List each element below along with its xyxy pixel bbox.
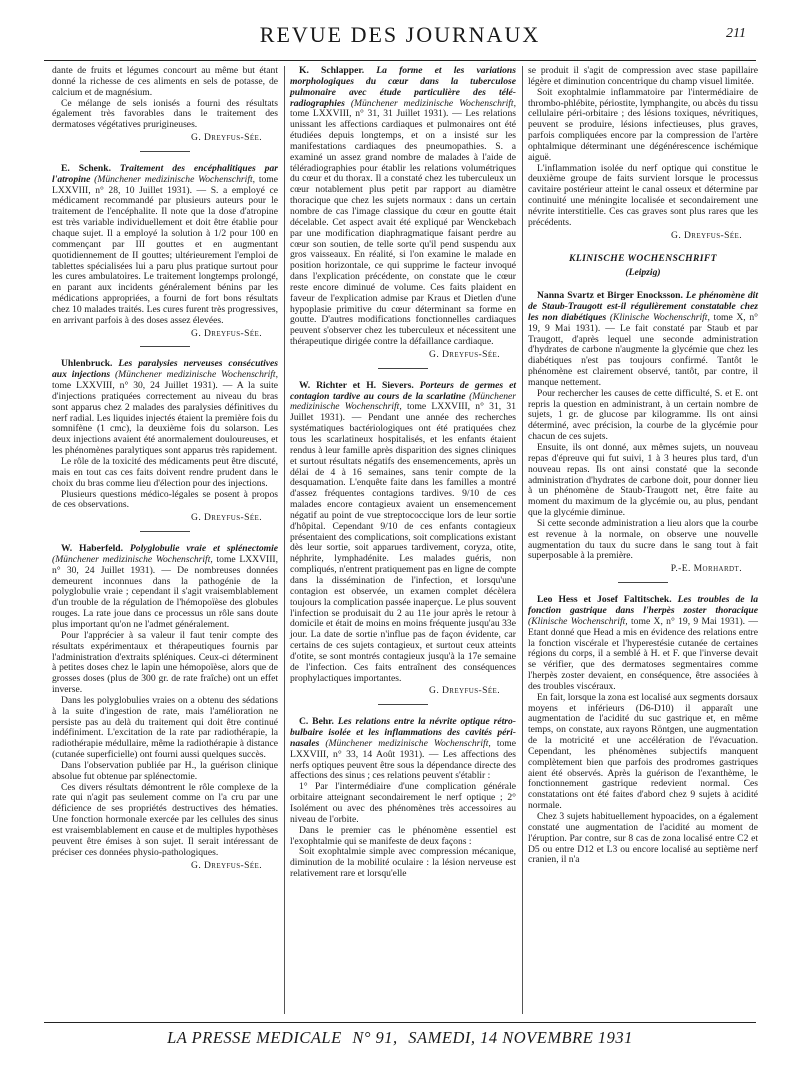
paragraph: Ce mélange de sels ionisés a fourni des résultats également très favorables dans le traitement des dermatoses végétatives prurigineuses.: [52, 97, 278, 131]
paragraph: Ensuite, ils ont donné, aux mêmes sujets, un nouveau repas d'épreuve qui fut suivi, 1 à 3 heures plus tard, d'un nouveau repas. Ils ont ainsi constaté que la seconde administration d'hydrates de carbone doit, pour donner lieu à un phénomène de Staub-Traugott net, être faite au moment du maximum de la glycémie ou, au plus, pendant que la glycémie diminue.: [528, 442, 758, 519]
article: [290, 381, 516, 705]
journal-source: (Münchener medizinische Wochenschrift,: [52, 553, 213, 565]
page-footer: [44, 1028, 756, 1048]
column-left: [52, 66, 278, 871]
journal-source: (Klinische Wochenschrift,: [528, 615, 628, 627]
paragraph: Dans les polyglobulies vraies on a obtenu des sédations à la suite d'ingestion de rate, mais l'amélioration ne persiste pas au delà du traitement qui doit être continué indéfiniment. L'excitation de la rate par radiothérapie, la radiothérapie médullaire, même la radiothérapie à distance (cutanée superficielle) ont fourni aussi quelques succès.: [52, 694, 278, 761]
signature: P.-E. Morhardt.: [670, 563, 742, 575]
page-header: [40, 22, 760, 54]
header-rule: [44, 60, 756, 61]
journal-source: (Münchener medizinische Wochenschrift,: [114, 369, 278, 381]
abstract-text: Pendant une année des recherches systématiques bactériologiques ont été pratiquées chez tous les scarlatineux hospitalisés, et les enfants étaient rendus à leur famille après disparition des signes cliniques et surtout résultats négatifs des ensemencements, après un délai de 4 à 16 semaines, sans tenir compte de la desquamation. L'enquête faite dans les familles a montré d'assez fréquentes contagions tardives. 9/10 de ces malades encore contagieux avaient un ensemencement négatif au point de vue streptococcique lors de leur sortie d'hôpital. Cependant 9/10 de ces enfants contagieux présentaient des complications, soit complications existant dès leur sortie, soit apparues tardivement, coryza, otite, néphrite, lymphadénite. Les malades guéris, non compliqués, n'entrent pratiquement pas en ligne de compte dans la dissémination de l'infection, et lorsqu'une contagion est observée, un examen complet décèlera toujours la complication passée inaperçue. Le plus souvent l'infection se produisait du 2 au 11e jour après le retour à domicile et était de moins en moins fréquente jusqu'au 33e jour. La date de sortie n'influe pas de façon évidente, car certains de ces sujets contagieux, et surtout ceux atteints d'otite, se sont montrés contagieux jusqu'à la 17e semaine de l'infection. Ces faits entraînent des conséquences prophylactiques importantes.: [290, 412, 516, 684]
paragraph: dante de fruits et légumes concourt au même but étant donné la richesse de ces aliments en sels de potasse, de calcium et de magnésium.: [52, 65, 278, 98]
article-body: [52, 164, 278, 327]
article: [52, 544, 278, 871]
separator-rule: [140, 346, 190, 347]
column-divider: [284, 66, 285, 1014]
section-heading: KLINISCHE WOCHENSCHRIFT: [569, 252, 717, 264]
journal-source: (Münchener medizinische Wochenschrift,: [94, 173, 256, 185]
author: K. Schlapper.: [299, 65, 365, 76]
reference: tome X, n° 19, 9 Mai 1931). —: [631, 615, 758, 627]
signature: G. Dreyfus-Sée.: [429, 348, 500, 360]
paragraph: L'inflammation isolée du nerf optique qui constitue le deuxième groupe de faits survient lorsque le processus cavitaire postérieur atteint le canal osseux et détermine par continuité une méningite localisée et secondairement une névrite interstitielle. Ces cas graves sont plus rares que les précédents.: [528, 162, 758, 228]
article: [52, 359, 278, 532]
author: E. Schenk.: [61, 162, 111, 174]
paragraph: Plusieurs questions médico-légales se posent à propos de ces observations.: [52, 488, 278, 511]
signature: G. Dreyfus-Sée.: [191, 327, 262, 339]
article-title: Le phénomène dit de Staub-Traugott est-il régulièrement constatable chez les non diabétiques: [528, 290, 758, 323]
author: W. Richter et H. Sievers.: [299, 379, 414, 391]
abstract-text: S. a employé ce médicament recommandé par plusieurs auteurs pour le traitement de l'encéphalite. Il note que la dose d'atropine est très variable individuellement et doit être établie pour chaque sujet. Il a employé la solution à 1/2 pour 100 en commençant par III gouttes et en augmentant quotidiennement de II gouttes; ultérieurement l'emploi de tablettes spécialisées lui a paru plus pratique surtout pour les cures ambulatoires. Le traitement longtemps prolongé, en parant aux incidents généralement bénins par les médications appropriées, a fourni de fort bons résultats chez 10 malades traités. Les cures furent très progressives, en arrivant parfois à des doses assez élevées.: [52, 184, 278, 326]
publication-name: LA PRESSE MEDICALE: [167, 1028, 342, 1047]
page-number: 211: [726, 26, 746, 41]
article-title: Les troubles de la fonction gastrique dans l'herpès zoster thoracique: [528, 594, 758, 616]
article-continuation: [52, 66, 278, 152]
article: [528, 595, 758, 866]
paragraph: 1° Par l'intermédiaire d'une complication générale orbitaire atteignant secondairement le nerf optique ; 2° Isolément ou avec des phénomènes très accessoires au niveau de l'orbite.: [290, 781, 516, 825]
separator-rule: [618, 582, 668, 583]
author: C. Behr.: [299, 716, 334, 728]
separator-rule: [378, 704, 428, 705]
author: Uhlenbruck.: [61, 358, 113, 370]
article-body: [528, 595, 758, 693]
signature: G. Dreyfus-Sée.: [191, 512, 262, 524]
journal-source: (Münchener medizinische Wochenschrift,: [290, 390, 516, 413]
footer-rule: [44, 1022, 756, 1023]
article: [528, 291, 758, 583]
abstract-text: A la suite d'injections pratiquées correctement au niveau du bras sont apparus chez 2 malades des paralysies définitives du nerf radial. Les liquides injectés étaient la première fois du somnifène (1 cmc), la deuxième fois du solarson. Les deux injections avaient été anormalement douloureuses, et les phénomènes paralytiques sont apparus très rapidement.: [52, 380, 278, 457]
abstract-text: Les relations unissant les affections cardiaques et pulmonaires ont été étudiées depuis longtemps, et on a insisté sur les manifestations cardiaques des pneumopathies. S. a examiné un assez grand nombre de malades à l'aide de téléradiographies pour établir les relations volumétriques du cœur et du thorax. Il a constaté chez les tuberculeux un cœur notablement plus petit par rapport au diamètre thoracique que chez les sujets normaux : dans un certain nombre de cas l'image classique du cœur en goutte était décelable. Cet aspect avait été expliqué par Wenckebach par une modification diaphragmatique faisant perdre au cœur son soutien, de telle sorte qu'il pend suspendu aux gros vaisseaux. En réalité, si l'on examine le malade en position horizontale, ce qui supprime le facteur invoqué dans l'explication précédente, on constate que le cœur reste encore diminué de volume. Ces faits plaident en faveur de l'explication admise par Kraus et Dietlen d'une hypoplasie primitive du cœur déterminant sa forme en goutte. D'autres modifications fonctionnelles cardiaques peuvent s'observer chez les tuberculeux et nécessitent une thérapeutique dirigée contre la défaillance cardiaque.: [290, 108, 516, 348]
signature: G. Dreyfus-Sée.: [671, 229, 742, 241]
separator-rule: [140, 531, 190, 532]
paragraph: Ces divers résultats démontrent le rôle complexe de la rate qui n'agit pas seulement comme on l'a cru par une déficience de ses propriétés destructives des hématies. Une fonction hormonale exercée par les cellules des sinus est vraisemblablement en cause et de multiples hypothèses peuvent être émises à son sujet. Il serait intéressant de préciser ces données physio-pathologiques.: [52, 781, 278, 858]
article: [290, 717, 516, 880]
paragraph: En fait, lorsque la zona est localisé aux segments dorsaux moyens et inférieurs (D6-D10) il apparaît une augmentation de l'acidité du suc gastrique et, en même temps, on constate, aux rayons Röntgen, une augmentation de la motricité et une accélération de l'évacuation. Cependant, les phénomènes subjectifs manquent complètement bien que parfois des prodromes gastriques aient été observés. Après la guérison de l'exanthème, le fonctionnement gastrique redevient normal. Ces constatations ont été faites d'abord chez 9 sujets à acidité normale.: [528, 691, 758, 812]
article-body: [290, 717, 516, 782]
article-continuation: [528, 66, 758, 242]
signature: G. Dreyfus-Sée.: [429, 685, 500, 697]
journal-source: (Münchener medizinische Wochenschrift,: [325, 737, 491, 749]
article-title: Traitement des encéphalitiques par l'atropine: [52, 162, 278, 185]
paragraph: Pour l'apprécier à sa valeur il faut tenir compte des résultats expérimentaux et thérapeutiques fournis par l'administration d'extraits spléniques. Ceux-ci déterminent à petites doses chez le lapin une hémopoïèse, alors que de grosses doses (plus de 300 gr. de rate fraîche) ont un effet inverse.: [52, 629, 278, 696]
issue-date: SAMEDI, 14 NOVEMBRE 1931: [408, 1028, 633, 1047]
paragraph: Soit exophtalmie simple avec compression mécanique, diminution de la mobilité oculaire : la lésion nerveuse est relativement rare et lorsqu'elle: [290, 846, 516, 880]
article-body: [290, 381, 516, 685]
paragraph: Dans l'observation publiée par H., la guérison clinique absolue fut obtenue par splénectomie.: [52, 759, 278, 782]
author: W. Haberfeld.: [61, 543, 123, 555]
article: [290, 66, 516, 369]
reference: tome LXXVIII, n° 31, 31 Juillet 1931). —: [290, 401, 517, 424]
paragraph: Chez 3 sujets habituellement hypoacides, on a également constaté une augmentation de l'acidité au moment de l'éruption. Par contre, sur 8 cas de zona localisé entre C2 et D5 ou entre D12 et L3 ou encore localisé au septième nerf cranien, il n'a: [528, 811, 758, 866]
signature: G. Dreyfus-Sée.: [191, 859, 262, 871]
author: Nanna Svartz et Birger Enocksson.: [537, 290, 683, 302]
reference: tome LXXVIII, n° 28, 10 Juillet 1931). —: [52, 173, 278, 196]
abstract-text: De nombreuses données demeurent inconnues dans la pathogénie de la polyglobulie vraie ; cependant il s'agit vraisemblablement d'un trouble de la régulation de l'hémopoïèse des globules rouges. La rate joue dans ce processus un rôle sans doute plus important qu'on ne l'admet généralement.: [52, 564, 278, 630]
paragraph: Pour rechercher les causes de cette difficulté, S. et E. ont repris la question en administrant, à un certain nombre de sujets, 1 gr. de glucose par kilogramme. Ils ont ainsi déterminé, avec précision, la courbe de la glycémie pour chacun de ces sujets.: [528, 387, 758, 443]
reference: tome X, n° 19, 9 Mai 1931). —: [528, 311, 758, 334]
abstract-text: Le fait constaté par Staub et par Traugott, d'après lequel une seconde administration d'hydrates de carbone n'augmente la glycémie que chez les diabétiques n'est pas toujours confirmé. Tantôt le phénomène est clairement observé, tantôt, par contre, il manque nettement.: [528, 322, 758, 388]
reference: tome LXXVIII, n° 31, 31 Juillet 1931). —: [290, 108, 466, 120]
article-body: [528, 291, 758, 389]
journal-source: (Klinische Wochenschrift,: [609, 311, 710, 323]
column-divider: [522, 66, 523, 1014]
author: Leo Hess et Josef Faltitschek.: [537, 594, 672, 606]
issue-number: N° 91,: [352, 1028, 398, 1047]
journal-source: (Münchener medizinische Wochenschrift,: [350, 97, 516, 109]
reference: tome LXXVIII, n° 30, 24 Juillet 1931). —: [52, 553, 278, 576]
article-title: Porteurs de germes et contagion tardive au cours de la scarlatine: [290, 379, 516, 402]
journal-title: REVUE DES JOURNAUX: [259, 22, 541, 47]
separator-rule: [378, 368, 428, 369]
article-title: Les relations entre la névrite optique rétro-bulbaire isolée et les inflammations des cavités péri-nasales: [290, 716, 516, 749]
column-middle: [290, 66, 516, 880]
paragraph: Si cette seconde administration a lieu alors que la courbe est revenue à la normale, on observe une nouvelle augmentation du taux du sucre dans le sang tout à fait superposable à la première.: [528, 517, 758, 562]
article-body: [290, 66, 516, 348]
article-title: La forme et les variations morphologiques du cœur dans la tuberculose pulmonaire avec étude particulière des télé-radiographies: [290, 65, 516, 109]
article: [52, 164, 278, 348]
abstract-text: Les affections des nerfs optiques peuvent être sous la dépendance directe des affections des sinus ; ces relations peuvent s'établir :: [290, 748, 516, 782]
article-title: Polyglobulie vraie et splénectomie: [129, 543, 279, 555]
reference: tome LXXVIII, n° 33, 14 Août 1931). —: [290, 737, 516, 760]
separator-rule: [140, 151, 190, 152]
paragraph: se produit il s'agit de compression avec stase papillaire légère et diminution concentrique du champ visuel limitée.: [528, 65, 758, 87]
reference: tome LXXVIII, n° 30, 24 Juillet 1931). —: [52, 380, 237, 392]
abstract-text: Etant donné que Head a mis en évidence des relations entre la fonction viscérale et l'hyperestésie cutanée de certaines régions du corps, il a semblé à H. et F. que l'inverse devait se vérifier, que des dermatoses segmentaires comme l'herpès zoster devaient, en conséquence, être associées à des troubles viscéraux.: [528, 626, 758, 692]
section-city: (Leipzig): [625, 267, 661, 279]
article-body: [52, 544, 278, 631]
paragraph: Dans le premier cas le phénomène essentiel est l'exophtalmie qui se manifeste de deux façons :: [290, 824, 516, 847]
column-right: [528, 66, 758, 866]
signature: G. Dreyfus-Sée.: [191, 132, 262, 144]
paragraph: Le rôle de la toxicité des médicaments peut être discuté, mais en tout cas ces faits doivent rendre prudent dans le choix du bras comme lieu d'élection pour des injections.: [52, 456, 278, 489]
paragraph: Soit exophtalmie inflammatoire par l'intermédiaire de thrombo-phlébite, périostite, lymphangite, ou abcès du tissu cellulaire péri-orbitaire ; des lésions toxiques, névritiques, peuvent se produire, lésions infectieuses, plus graves, parfois compliquées encore par la compression de l'artère ophtalmique déterminant une dégénérescence ischémique aiguë.: [528, 86, 758, 163]
article-title: Les paralysies nerveuses consécutives aux injections: [52, 358, 278, 381]
article-body: [52, 359, 278, 457]
